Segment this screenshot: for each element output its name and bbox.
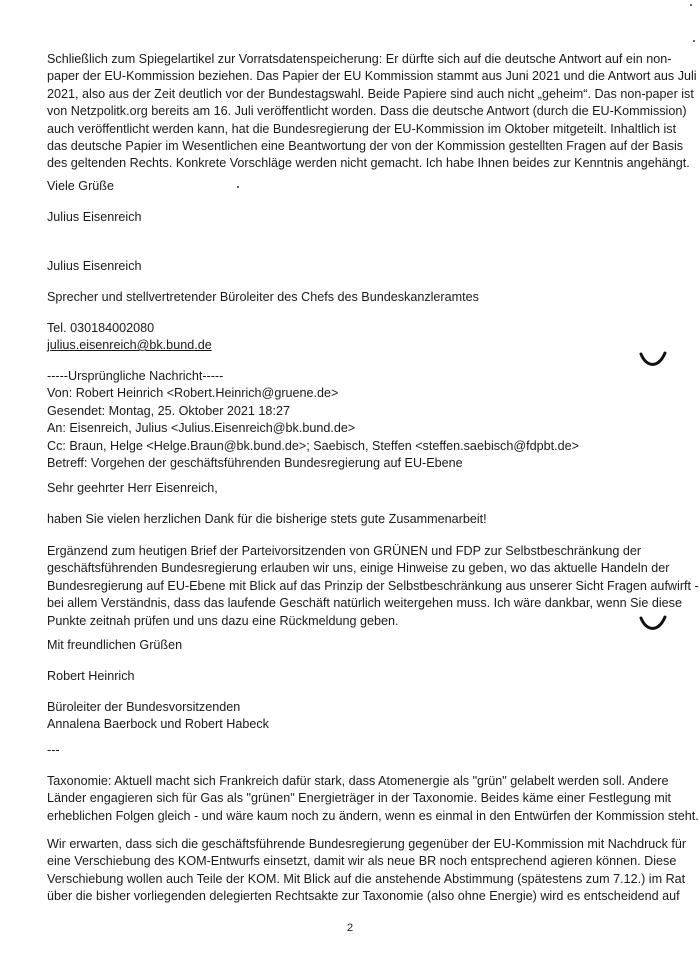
text-line: Punkte zeitnah prüfen und uns dazu eine Rückmeldung geben.: [47, 613, 399, 628]
sender-role-line: Annalena Baerbock und Robert Habeck: [47, 717, 269, 732]
message-separator: -----Ursprüngliche Nachricht-----: [47, 369, 224, 383]
signature-phone: Tel. 030184002080: [47, 321, 155, 335]
signature-email-line: [47, 337, 667, 354]
divider: ---: [47, 743, 60, 757]
text-line: erheblichen Folgen gleich - und wäre kaum noch zu ändern, wenn es einmal in den Entwürfen der Kommission steht.: [47, 808, 699, 823]
text-line: 2021, also aus der Zeit deutlich vor der Bundestagswahl. Beide Papiere sind auch nicht „geheim“. Das non-paper ist: [47, 86, 694, 101]
message-sent: Gesendet: Montag, 25. Oktober 2021 18:27: [47, 403, 290, 418]
original-message-header: [47, 368, 667, 472]
message-cc: Cc: Braun, Helge <Helge.Braun@bk.bund.de>; Saebisch, Steffen <steffen.saebisch@fdpbt.de>: [47, 438, 579, 453]
intro-paragraph: [47, 51, 697, 173]
signoff-name: Julius Eisenreich: [47, 210, 142, 224]
margin-checkmark-icon: [638, 350, 668, 372]
greeting: Viele Grüße: [47, 179, 114, 193]
text-line: das deutsche Papier im Wesentlichen eine Beantwortung der von der Kommission gestellten Fragen auf der Basis: [47, 139, 684, 154]
message-subject: Betreff: Vorgehen der geschäftsführenden Bundesregierung auf EU-Ebene: [47, 456, 463, 471]
text-line: Schließlich zum Spiegelartikel zur Vorratsdatenspeicherung: Er dürfte sich auf die deutsche Antwort auf ein non-: [47, 52, 672, 66]
salutation: Sehr geehrter Herr Eisenreich,: [47, 481, 218, 495]
supplement-paragraph: [47, 543, 699, 630]
text-line: Länder engagieren sich für Gas als "grünen" Energieträger in der Taxonomie. Beides käme einer Festlegung mit: [47, 791, 672, 806]
text-line: paper der EU-Kommission beziehen. Das Papier der EU Kommission stammt aus Juni 2021 und die Antwort aus Juli: [47, 69, 697, 84]
text-line: Bundesregierung auf EU-Ebene mit Blick auf das Prinzip der Selbstbeschränkung aus unserer Sicht Fragen aufwirft -: [47, 578, 699, 593]
message-from: Von: Robert Heinrich <Robert.Heinrich@gruene.de>: [47, 386, 339, 401]
signature-email-link[interactable]: julius.eisenreich@bk.bund.de: [47, 338, 212, 352]
text-line: Ergänzend zum heutigen Brief der Parteivorsitzenden von GRÜNEN und FDP zur Selbstbeschränkung der: [47, 544, 642, 558]
closing: Mit freundlichen Grüßen: [47, 638, 183, 652]
text-line: geschäftsführenden Bundesregierung erlauben wir uns, einige Hinweise zu geben, wo das aktuelle Handeln der: [47, 561, 670, 576]
message-to: An: Eisenreich, Julius <Julius.Eisenreich@bk.bund.de>: [47, 421, 356, 436]
scan-speck: [237, 186, 239, 188]
text-line: Taxonomie: Aktuell macht sich Frankreich dafür stark, dass Atomenergie als "grün" gelabelt werden soll. Andere: [47, 774, 669, 788]
text-line: Verschiebung wollen auch Teile der KOM. Mit Blick auf die anstehende Abstimmung (spätestens zum 7.12.) im Rat: [47, 871, 686, 886]
text-line: auch veröffentlicht werden kann, hat die Bundesregierung der EU-Kommission im Oktober mitgeteilt. Inhaltlich ist: [47, 121, 677, 136]
sender-name: Robert Heinrich: [47, 669, 135, 683]
text-line: bei allem Verständnis, dass das laufende Geschäft natürlich weitergehen muss. Ich wäre dankbar, wenn Sie diese: [47, 596, 682, 611]
thanks-line: haben Sie vielen herzlichen Dank für die bisherige stets gute Zusammenarbeit!: [47, 512, 487, 526]
signature-title: Sprecher und stellvertretender Büroleiter des Chefs des Bundeskanzleramtes: [47, 290, 479, 304]
scan-speck: [693, 40, 695, 42]
sender-role-line: Büroleiter der Bundesvorsitzenden: [47, 700, 241, 714]
text-line: eine Verschiebung des KOM-Entwurfs einsetzt, damit wir als neue BR noch entsprechend agieren können. Diese: [47, 854, 677, 869]
text-line: von Netzpolitk.org bereits am 16. Juli veröffentlicht worden. Dass die deutsche Antwort (durch die EU-Kommission): [47, 104, 687, 119]
scan-speck: [690, 4, 692, 6]
text-line: über die bisher vorliegenden delegierten Rechtsakte zur Taxonomie (also ohne Energie) wird es entscheidend auf: [47, 889, 680, 904]
signature-name: Julius Eisenreich: [47, 259, 142, 273]
page-number: 2: [347, 922, 354, 934]
sender-role: [47, 699, 667, 734]
text-line: Wir erwarten, dass sich die geschäftsführende Bundesregierung gegenüber der EU-Kommission mit Nachdruck für: [47, 837, 687, 851]
margin-checkmark-icon: [638, 614, 668, 636]
text-line: des geltenden Rechts. Konkrete Vorschläge werden nicht gemacht. Ich habe Ihnen beides zur Kenntnis angehängt.: [47, 156, 690, 171]
expectation-paragraph: [47, 836, 687, 906]
taxonomy-paragraph: [47, 773, 699, 825]
